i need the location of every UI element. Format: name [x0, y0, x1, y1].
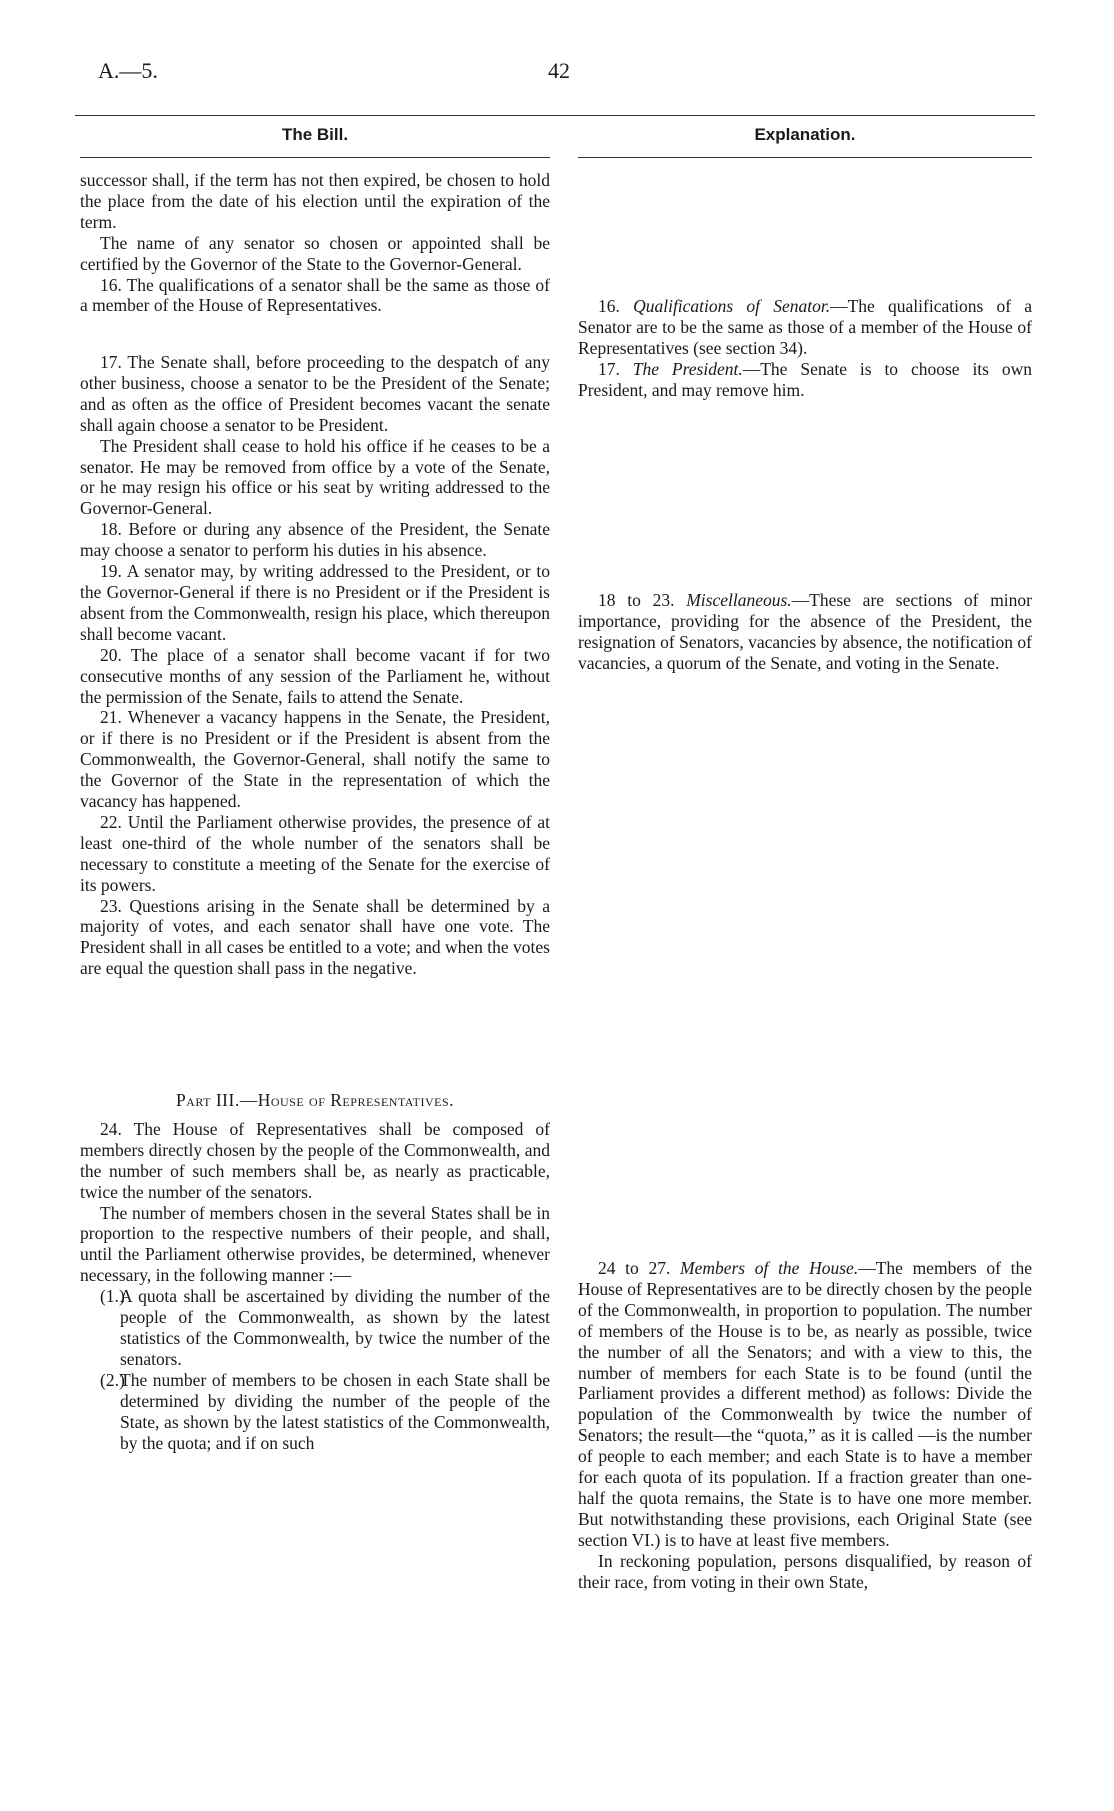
explanation-24-27-para-2: In reckoning population, persons disqualified, by reason of their race, from voting in their own State, [578, 1550, 1032, 1592]
bill-heading-rule [80, 157, 550, 158]
explanation-text: —The qualifications of a Senator are to be the same as those of a member of the House of Representatives (see section 34). [578, 296, 1033, 358]
bill-continuation: successor shall, if the term has not then expired, be chosen to hold the place from the date of his election until the expiration of the term. [80, 170, 550, 232]
explanation-16 [578, 296, 1032, 359]
bill-section-24-para-2: The number of members chosen in the several States shall be in proportion to the respective numbers of their people, and shall, until the Parliament otherwise provides, be determined, whenever necessary, in the following manner :— [80, 1202, 550, 1286]
explanation-title: Members of the House. [680, 1258, 859, 1278]
explanation-column-part-2 [578, 590, 1032, 674]
explanation-number: 17. [598, 358, 620, 379]
explanation-number: 16. [598, 296, 620, 316]
bill-section-24: 24. The House of Representatives shall be composed of members directly chosen by the people of the Commonwealth, and the number of such members shall be, as nearly as practicable, twice the number of the senators. [80, 1118, 550, 1202]
bill-section-22: 22. Until the Parliament otherwise provides, the presence of at least one-third of the whole number of the senators shall be necessary to constitute a meeting of the Senate for the exercise of its powers. [80, 811, 550, 895]
bill-section-17-para-2: The President shall cease to hold his office if he ceases to be a senator. He may be removed from office by a vote of the Senate, or he may resign his office or his seat by writing addressed to the Governor-General. [80, 435, 550, 519]
explanation-heading-rule [578, 157, 1032, 158]
explanation-number: 24 to 27. [598, 1258, 671, 1278]
explanation-18-23 [578, 590, 1032, 674]
bill-column-heading: The Bill. [281, 125, 349, 144]
subsection-text: The number of members to be chosen in each State shall be determined by dividing the number of the people of the State, as shown by the latest statistics of the Commonwealth, by the quota; and if on such [120, 1369, 550, 1453]
header-rule [75, 115, 1035, 116]
explanation-24-27 [578, 1258, 1032, 1551]
explanation-title: The President. [632, 358, 743, 379]
bill-section-19: 19. A senator may, by writing addressed to the President, or to the Governor-General if there is no President or if the President is absent from the Commonwealth, resign his place, which thereupon shall become vacant. [80, 561, 550, 644]
part-heading: Part III.—House of Representatives. [175, 1090, 455, 1110]
document-reference: A.—5. [98, 58, 158, 83]
explanation-text: —The Senate is to choose its own President, and may remove him. [578, 358, 1033, 400]
bill-section-18: 18. Before or during any absence of the President, the Senate may choose a senator to perform his duties in his absence. [80, 519, 550, 561]
bill-section-17: 17. The Senate shall, before proceeding to the despatch of any other business, choose a senator to be the President of the Senate; and as often as the office of President becomes vacant the senate shall again choose a senator to be President. [80, 352, 550, 435]
explanation-column-heading: Explanation. [754, 125, 856, 144]
explanation-17 [578, 359, 1032, 401]
explanation-text: —These are sections of minor importance, providing for the absence of the President, the resignation of Senators, vacancies by absence, the notification of vacancies, a quorum of the Senate, and voting in the Senate. [578, 590, 1032, 673]
bill-column-part-2 [80, 352, 550, 979]
bill-section-21: 21. Whenever a vacancy happens in the Senate, the President, or if there is no President or if the President is absent from the Commonwealth, the Governor-General, shall notify the same to the Governor of the State in the representation of which the vacancy has happened. [80, 707, 550, 812]
explanation-number: 18 to 23. [598, 590, 675, 610]
explanation-title: Miscellaneous. [686, 590, 792, 610]
bill-section-23: 23. Questions arising in the Senate shall be determined by a majority of votes, and each senator shall have one vote. The President shall in all cases be entitled to a vote; and when the votes are equal the question shall pass in the negative. [80, 895, 550, 979]
bill-subsection-2 [80, 1370, 550, 1454]
bill-subsection-1 [80, 1286, 550, 1370]
bill-section-16: 16. The qualifications of a senator shall be the same as those of a member of the House of Representatives. [80, 274, 550, 316]
explanation-title: Qualifications of Senator. [633, 296, 831, 316]
explanation-text: —The members of the House of Representatives are to be directly chosen by the people of the Commonwealth, in proportion to population. The number of members of the House is to be, as nearly as possible, twice the number of all the Senators; and with a view to this, the number of members for each State is to be found (until the Parliament provides a different method) as follows: Divide the population of the Commonwealth by twice the number of Senators; the result—the “quota,” as it is called —is the number of people to each member; and each State is to have a member for each quota of its population. If a fraction greater than one-half the quota remains, the State is to have one more member. But notwithstanding these provisions, each Original State (see section VI.) is to have at least five members. [578, 1258, 1033, 1550]
subsection-number: (1.) [100, 1286, 125, 1307]
subsection-number: (2.) [100, 1369, 125, 1390]
page-number: 42 [548, 58, 570, 83]
bill-section-20: 20. The place of a senator shall become vacant if for two consecutive months of any session of the Parliament he, without the permission of the Senate, fails to attend the Senate. [80, 644, 550, 707]
explanation-column-part-3 [578, 1258, 1032, 1593]
subsection-text: A quota shall be ascertained by dividing the number of the people of the Commonwealth, as shown by the latest statistics of the Commonwealth, by twice the number of the senators. [120, 1286, 550, 1369]
bill-certification-paragraph: The name of any senator so chosen or appointed shall be certified by the Governor of the State to the Governor-General. [80, 232, 550, 274]
bill-column-part-3 [80, 1090, 550, 1453]
bill-column-part-1 [80, 170, 550, 316]
explanation-column-part-1 [578, 296, 1032, 401]
